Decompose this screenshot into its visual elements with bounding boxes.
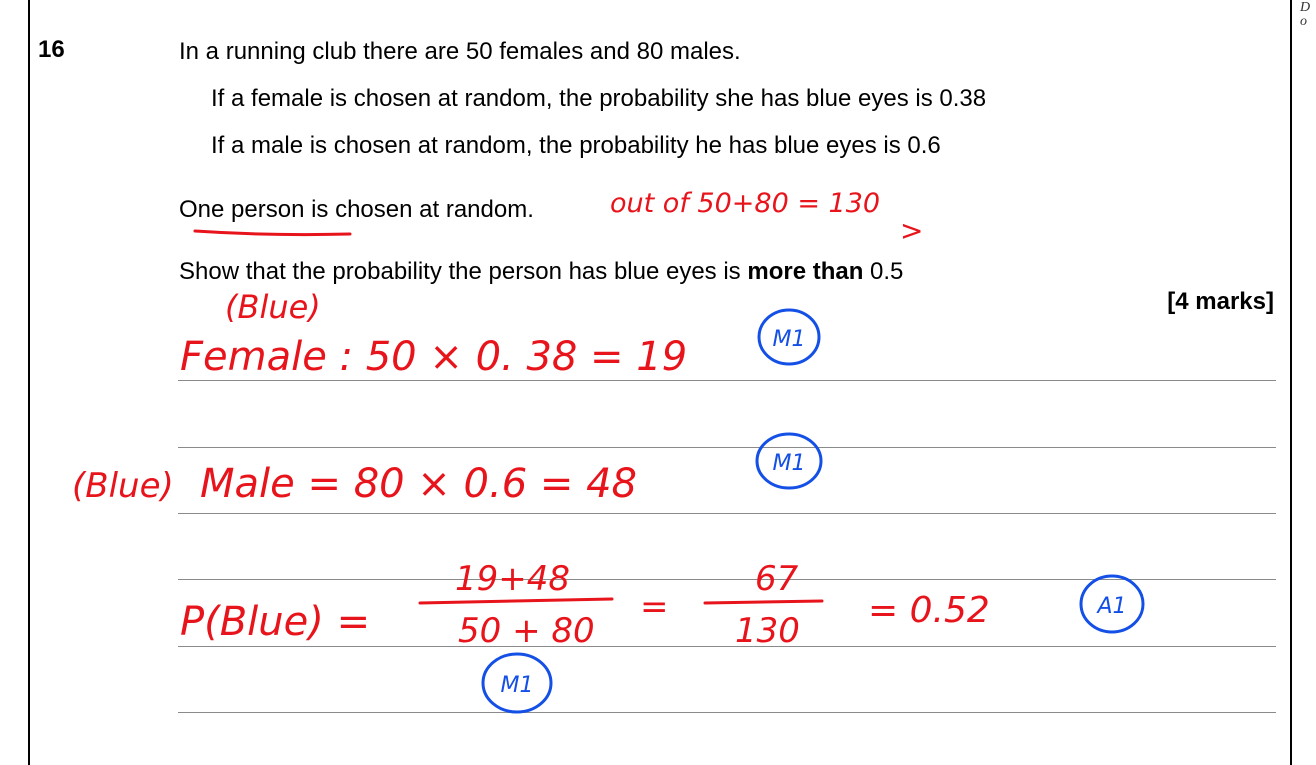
marks-label: [4 marks]	[1167, 288, 1274, 315]
mark-m1-male: M1	[772, 451, 806, 476]
hw-fraction-bar	[420, 599, 612, 603]
show-that-suffix: 0.5	[863, 258, 904, 285]
hw-result-value: = 0.52	[868, 590, 990, 631]
hw-result-denominator: 130	[735, 611, 800, 651]
hw-greater-than-sign: >	[900, 214, 924, 247]
hw-blue-label-female: (Blue)	[225, 288, 321, 326]
question-intro: In a running club there are 50 females and 80 males.	[179, 38, 741, 65]
hw-result-numerator: 67	[755, 559, 799, 599]
hw-female-calculation: Female : 50 × 0. 38 = 19	[180, 334, 688, 380]
selection-statement: One person is chosen at random.	[179, 196, 534, 223]
mark-m1-female: M1	[772, 327, 806, 352]
female-probability-statement: If a female is chosen at random, the probability she has blue eyes is 0.38	[211, 85, 987, 112]
hw-blue-label-male: (Blue)	[72, 466, 174, 506]
margin-note-top: D	[1300, 0, 1311, 15]
hw-fraction-denominator: 50 + 80	[458, 611, 595, 651]
hw-out-of-total: out of 50+80 = 130	[610, 188, 881, 219]
mark-a1: A1	[1097, 594, 1127, 619]
hw-underline	[195, 231, 350, 235]
question-number: 16	[38, 36, 65, 63]
show-that-prefix: Show that the probability the person has blue eyes is	[179, 258, 748, 285]
hw-male-calculation: Male = 80 × 0.6 = 48	[200, 461, 637, 507]
mark-m1-fraction: M1	[500, 673, 534, 698]
hw-equals-sign: =	[640, 587, 669, 627]
hw-p-blue: P(Blue) =	[180, 599, 371, 645]
male-probability-statement: If a male is chosen at random, the probability he has blue eyes is 0.6	[211, 132, 941, 159]
hw-result-fraction-bar	[705, 601, 822, 603]
margin-note-bottom: o	[1300, 14, 1307, 29]
hw-fraction-numerator: 19+48	[455, 559, 571, 599]
show-that-emphasis: more than	[747, 258, 864, 285]
